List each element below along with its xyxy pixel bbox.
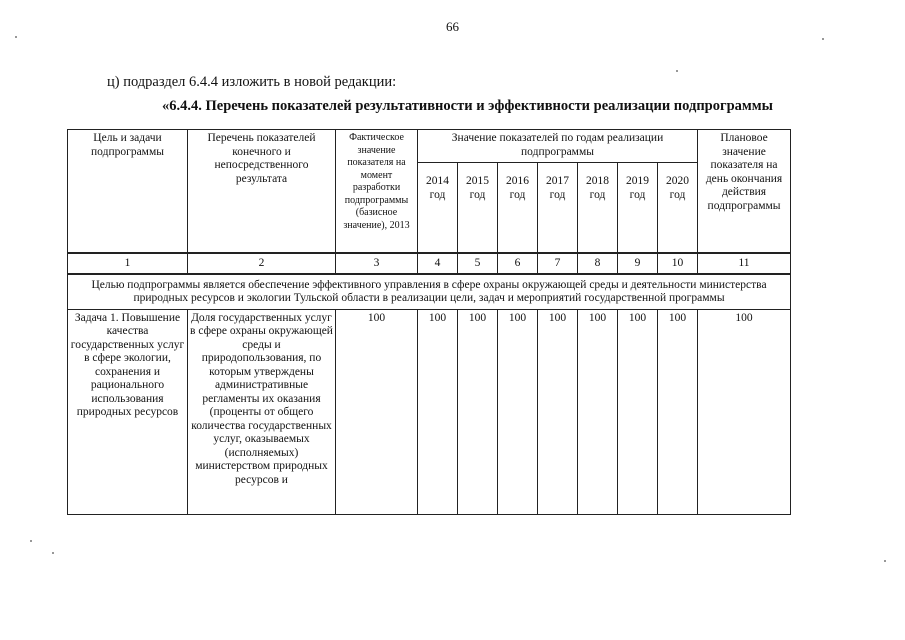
header-indicators: Перечень показателей конечного и непосредственного результата <box>188 130 336 254</box>
header-actual: Фактическое значение показателя на момент разработки подпрограммы (базисное значение), 2013 <box>336 130 418 254</box>
column-number: 1 <box>68 253 188 274</box>
year-value-cell: 100 <box>578 309 618 514</box>
section-heading: «6.4.4. Перечень показателей результативности и эффективности реализации подпрограммы <box>162 98 773 114</box>
header-year: 2014 год <box>418 163 458 254</box>
intro-text: ц) подраздел 6.4.4 изложить в новой редакции: <box>107 74 397 90</box>
scan-speck <box>884 560 886 562</box>
indicators-table <box>67 129 791 515</box>
header-year: 2015 год <box>458 163 498 254</box>
actual-value-cell: 100 <box>336 309 418 514</box>
header-goal: Цель и задачи подпрограммы <box>68 130 188 254</box>
planned-value-cell: 100 <box>698 309 791 514</box>
year-value-cell: 100 <box>458 309 498 514</box>
column-number: 10 <box>658 253 698 274</box>
header-years-group: Значение показателей по годам реализации подпрограммы <box>418 130 698 163</box>
header-year: 2020 год <box>658 163 698 254</box>
task-cell: Задача 1. Повышение качества государственных услуг в сфере экологии, сохранения и рационального использования природных ресурсов <box>68 309 188 514</box>
header-year: 2016 год <box>498 163 538 254</box>
header-year: 2018 год <box>578 163 618 254</box>
column-number: 7 <box>538 253 578 274</box>
year-value-cell: 100 <box>418 309 458 514</box>
column-number: 11 <box>698 253 791 274</box>
scan-speck <box>52 552 54 554</box>
year-value-cell: 100 <box>538 309 578 514</box>
scan-speck <box>676 70 678 72</box>
scan-speck <box>30 540 32 542</box>
goal-statement: Целью подпрограммы является обеспечение эффективного управления в сфере охраны окружающей среды и деятельности министерства природных ресурсов и экологии Тульской области в реализации цели, задач и мероприятий государственной программы <box>68 274 791 310</box>
column-numbers-row <box>68 253 791 274</box>
column-number: 2 <box>188 253 336 274</box>
scan-speck <box>822 38 824 40</box>
year-value-cell: 100 <box>498 309 538 514</box>
header-row <box>68 130 791 163</box>
scan-speck <box>15 36 17 38</box>
column-number: 3 <box>336 253 418 274</box>
page-number: 66 <box>446 19 459 34</box>
column-number: 6 <box>498 253 538 274</box>
header-year: 2017 год <box>538 163 578 254</box>
column-number: 4 <box>418 253 458 274</box>
table-row <box>68 309 791 514</box>
year-value-cell: 100 <box>618 309 658 514</box>
column-number: 9 <box>618 253 658 274</box>
indicator-cell: Доля государственных услуг в сфере охраны окружающей среды и природопользования, по которым утверждены административные регламенты их оказания (проценты от общего количества государственных услуг, оказываемых (исполняемых) министерством природных ресурсов и <box>188 309 336 514</box>
goal-row <box>68 274 791 310</box>
year-value-cell: 100 <box>658 309 698 514</box>
column-number: 8 <box>578 253 618 274</box>
header-planned: Плановое значение показателя на день окончания действия подпрограммы <box>698 130 791 254</box>
column-number: 5 <box>458 253 498 274</box>
header-year: 2019 год <box>618 163 658 254</box>
